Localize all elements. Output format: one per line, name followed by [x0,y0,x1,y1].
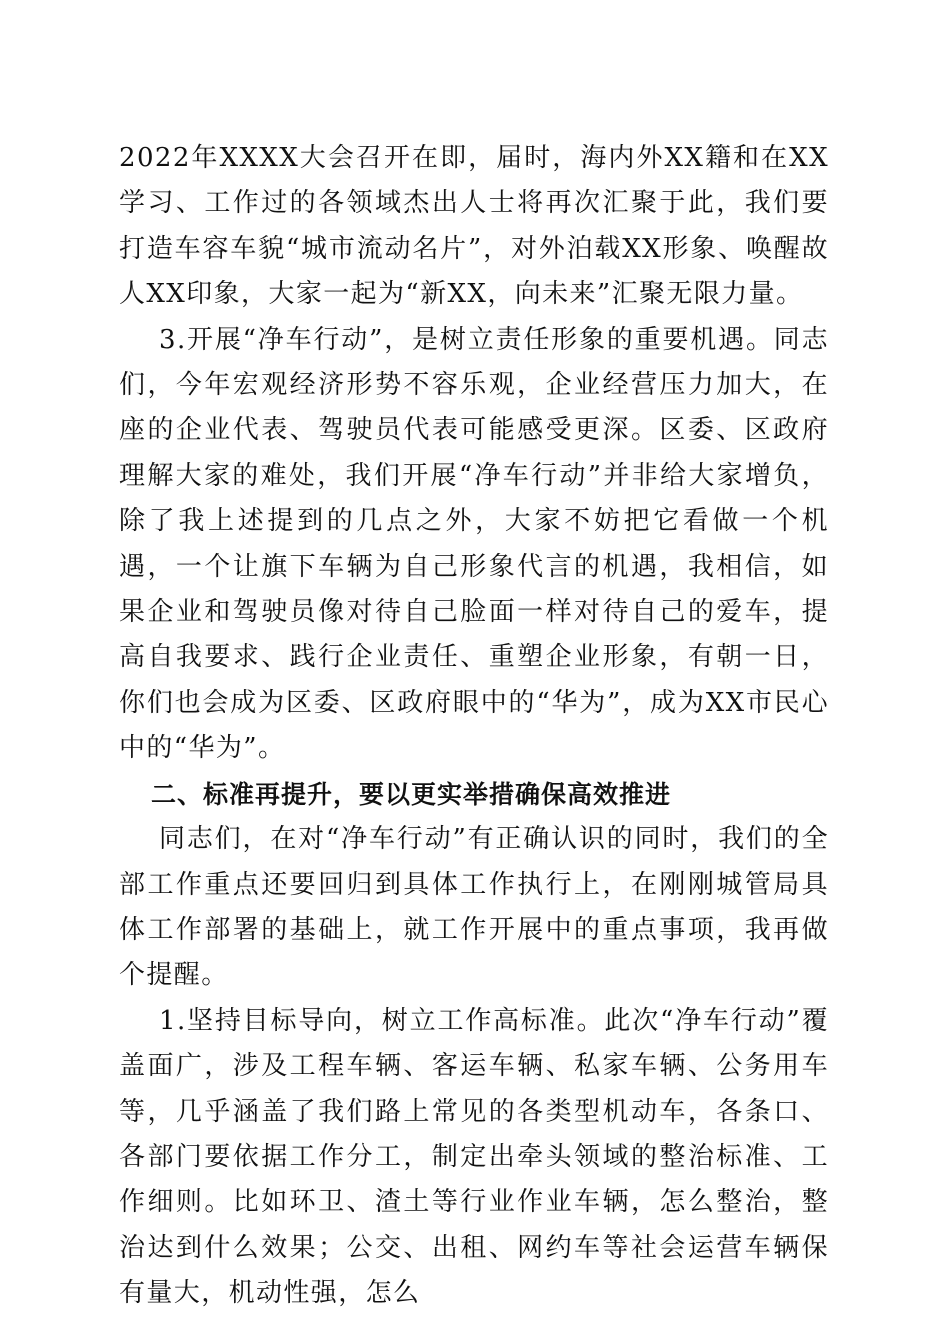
paragraph-congress: 2022年XXXX大会召开在即，届时，海内外XX籍和在XX学习、工作过的各领域杰出人士将再次汇聚于此，我们要打造车容车貌“城市流动名片”，对外泊载XX形象、唤醒故人XX印象，大家一起为“新XX，向未来”汇聚无限力量。 [119,143,829,310]
paragraph-point-3: 3.开展“净车行动”，是树立责任形象的重要机遇。同志们，今年宏观经济形势不容乐观，企业经营压力加大，在座的企业代表、驾驶员代表可能感受更深。区委、区政府理解大家的难处，我们开展“净车行动”并非给大家增负，除了我上述提到的几点之外，大家不妨把它看做一个机遇，一个让旗下车辆为自己形象代言的机遇，我相信，如果企业和驾驶员像对待自己脸面一样对待自己的爱车，提高自我要求、践行企业责任、重塑企业形象，有朝一日，你们也会成为区委、区政府眼中的“华为”，成为XX市民心中的“华为”。 [119,324,829,764]
paragraph-section-intro: 同志们，在对“净车行动”有正确认识的同时，我们的全部工作重点还要回归到具体工作执行上，在刚刚城管局具体工作部署的基础上，就工作开展中的重点事项，我再做个提醒。 [119,824,829,991]
paragraph-point-1: 1.坚持目标导向，树立工作高标准。此次“净车行动”覆盖面广，涉及工程车辆、客运车辆、私家车辆、公务用车等，几乎涵盖了我们路上常见的各类型机动车，各条口、各部门要依据工作分工，制定出牵头领域的整治标准、工作细则。比如环卫、渣土等行业作业车辆，怎么整治，整治达到什么效果；公交、出租、网约车等社会运营车辆保有量大，机动性强，怎么 [119,1005,829,1309]
section-heading-2: 二、标准再提升，要以更实举措确保高效推进 [151,779,672,809]
document-body [119,136,829,1317]
